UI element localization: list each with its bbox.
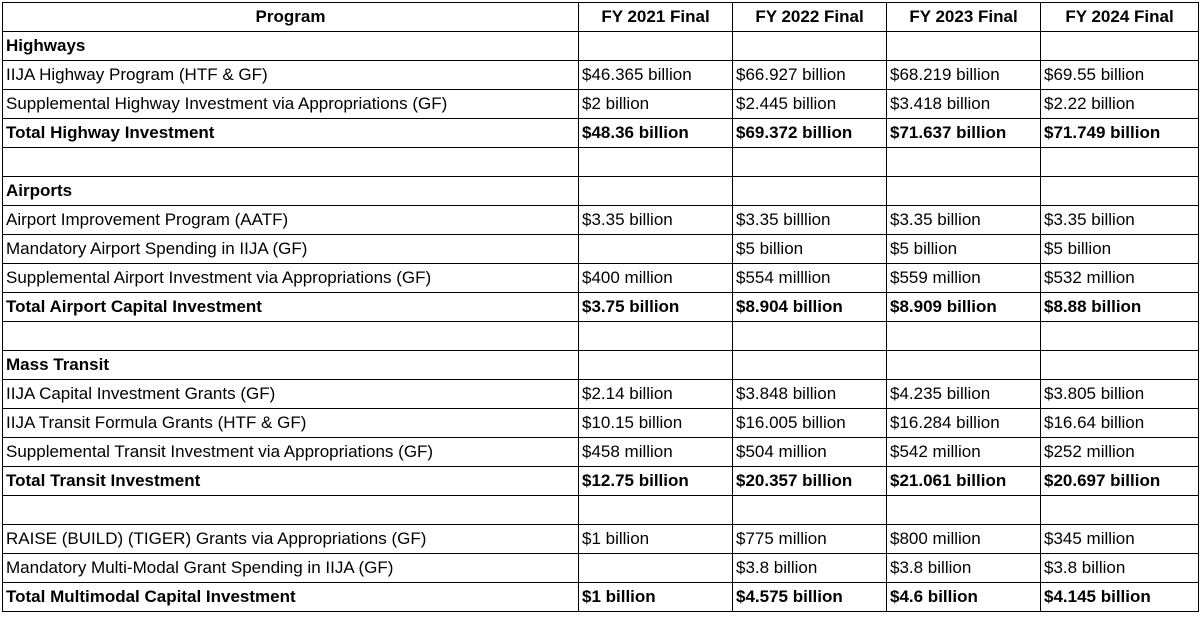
fy2024-cell: $345 million [1041, 525, 1199, 554]
program-cell: Total Highway Investment [3, 119, 579, 148]
fy2022-cell: $66.927 billion [733, 61, 887, 90]
fy2022-cell: $554 milllion [733, 264, 887, 293]
fy2023-cell: $5 billion [887, 235, 1041, 264]
program-cell: Mandatory Multi-Modal Grant Spending in IIJA (GF) [3, 554, 579, 583]
total-row [3, 583, 1199, 612]
table-row [3, 61, 1199, 90]
fy2022-cell [733, 351, 887, 380]
program-cell: Total Transit Investment [3, 467, 579, 496]
fy2022-cell: $4.575 billion [733, 583, 887, 612]
fy2023-cell [887, 496, 1041, 525]
table-row [3, 554, 1199, 583]
fy2021-cell: $3.35 billion [579, 206, 733, 235]
fy2024-cell: $3.8 billion [1041, 554, 1199, 583]
fy2024-cell: $2.22 billion [1041, 90, 1199, 119]
fy2021-cell [579, 554, 733, 583]
fy2024-cell [1041, 32, 1199, 61]
fy2023-cell: $21.061 billion [887, 467, 1041, 496]
fy2022-cell: $3.8 billion [733, 554, 887, 583]
table-row [3, 380, 1199, 409]
fy2024-cell [1041, 351, 1199, 380]
fy2022-cell [733, 322, 887, 351]
program-cell: Mandatory Airport Spending in IIJA (GF) [3, 235, 579, 264]
fy2021-cell [579, 177, 733, 206]
section-header-row [3, 177, 1199, 206]
fy2021-cell: $400 million [579, 264, 733, 293]
fy2023-cell: $4.6 billion [887, 583, 1041, 612]
fy2022-cell: $2.445 billion [733, 90, 887, 119]
fy2022-cell: $3.35 billlion [733, 206, 887, 235]
fy2021-cell [579, 148, 733, 177]
program-cell: Supplemental Airport Investment via Appropriations (GF) [3, 264, 579, 293]
fy2021-cell: $10.15 billion [579, 409, 733, 438]
fy2023-cell: $3.8 billion [887, 554, 1041, 583]
fy2022-cell: $5 billion [733, 235, 887, 264]
table-row [3, 525, 1199, 554]
program-cell [3, 148, 579, 177]
fy2024-cell [1041, 322, 1199, 351]
fy2023-cell: $68.219 billion [887, 61, 1041, 90]
fy2024-cell: $3.805 billion [1041, 380, 1199, 409]
table-row [3, 438, 1199, 467]
fy2021-cell: $3.75 billion [579, 293, 733, 322]
fy2024-cell: $69.55 billion [1041, 61, 1199, 90]
fy2022-cell: $16.005 billion [733, 409, 887, 438]
fy2021-cell [579, 32, 733, 61]
spacer-row [3, 322, 1199, 351]
fy2021-cell: $46.365 billion [579, 61, 733, 90]
total-row [3, 119, 1199, 148]
fy2023-cell: $8.909 billion [887, 293, 1041, 322]
fy2023-cell [887, 148, 1041, 177]
fy2024-cell [1041, 148, 1199, 177]
fy2024-cell: $3.35 billion [1041, 206, 1199, 235]
fy2024-cell: $252 million [1041, 438, 1199, 467]
program-cell: Highways [3, 32, 579, 61]
fy2023-cell [887, 177, 1041, 206]
section-header-row [3, 351, 1199, 380]
fy2023-cell [887, 32, 1041, 61]
fy2024-cell [1041, 177, 1199, 206]
fy2021-cell: $2.14 billion [579, 380, 733, 409]
table-body [3, 32, 1199, 612]
fy2021-cell: $48.36 billion [579, 119, 733, 148]
fy2022-cell [733, 177, 887, 206]
fy2024-cell [1041, 496, 1199, 525]
fy2023-cell: $3.418 billion [887, 90, 1041, 119]
program-cell: Mass Transit [3, 351, 579, 380]
program-cell: Supplemental Transit Investment via Appropriations (GF) [3, 438, 579, 467]
fy2023-cell: $71.637 billion [887, 119, 1041, 148]
table-row [3, 409, 1199, 438]
header-fy2022: FY 2022 Final [733, 3, 887, 32]
fy2024-cell: $5 billion [1041, 235, 1199, 264]
header-program: Program [3, 3, 579, 32]
program-cell: Total Multimodal Capital Investment [3, 583, 579, 612]
fy2024-cell: $16.64 billion [1041, 409, 1199, 438]
program-cell: Total Airport Capital Investment [3, 293, 579, 322]
program-cell: Supplemental Highway Investment via Appropriations (GF) [3, 90, 579, 119]
fy2023-cell: $559 million [887, 264, 1041, 293]
fy2021-cell [579, 235, 733, 264]
program-cell: Airport Improvement Program (AATF) [3, 206, 579, 235]
program-cell: IIJA Capital Investment Grants (GF) [3, 380, 579, 409]
fy2022-cell: $20.357 billion [733, 467, 887, 496]
table-row [3, 264, 1199, 293]
fy2021-cell [579, 496, 733, 525]
funding-table [2, 2, 1199, 612]
fy2023-cell: $16.284 billion [887, 409, 1041, 438]
table-row [3, 90, 1199, 119]
fy2021-cell [579, 351, 733, 380]
fy2022-cell: $775 million [733, 525, 887, 554]
total-row [3, 293, 1199, 322]
program-cell: IIJA Highway Program (HTF & GF) [3, 61, 579, 90]
fy2022-cell: $69.372 billion [733, 119, 887, 148]
fy2021-cell: $1 billion [579, 583, 733, 612]
program-cell: RAISE (BUILD) (TIGER) Grants via Appropriations (GF) [3, 525, 579, 554]
fy2022-cell: $8.904 billion [733, 293, 887, 322]
fy2021-cell: $2 billion [579, 90, 733, 119]
fy2023-cell [887, 322, 1041, 351]
fy2024-cell: $8.88 billion [1041, 293, 1199, 322]
header-fy2021: FY 2021 Final [579, 3, 733, 32]
section-header-row [3, 32, 1199, 61]
fy2024-cell: $20.697 billion [1041, 467, 1199, 496]
table-row [3, 206, 1199, 235]
fy2022-cell [733, 32, 887, 61]
header-fy2023: FY 2023 Final [887, 3, 1041, 32]
fy2021-cell: $12.75 billion [579, 467, 733, 496]
fy2022-cell [733, 496, 887, 525]
fy2022-cell [733, 148, 887, 177]
fy2023-cell: $800 million [887, 525, 1041, 554]
fy2023-cell: $4.235 billion [887, 380, 1041, 409]
fy2024-cell: $71.749 billion [1041, 119, 1199, 148]
fy2022-cell: $504 million [733, 438, 887, 467]
spacer-row [3, 496, 1199, 525]
table-row [3, 235, 1199, 264]
spacer-row [3, 148, 1199, 177]
fy2021-cell: $458 million [579, 438, 733, 467]
fy2022-cell: $3.848 billion [733, 380, 887, 409]
program-cell: IIJA Transit Formula Grants (HTF & GF) [3, 409, 579, 438]
fy2023-cell: $542 million [887, 438, 1041, 467]
program-cell [3, 322, 579, 351]
fy2024-cell: $532 million [1041, 264, 1199, 293]
total-row [3, 467, 1199, 496]
fy2021-cell [579, 322, 733, 351]
fy2024-cell: $4.145 billion [1041, 583, 1199, 612]
fy2021-cell: $1 billion [579, 525, 733, 554]
header-fy2024: FY 2024 Final [1041, 3, 1199, 32]
fy2023-cell: $3.35 billion [887, 206, 1041, 235]
program-cell: Airports [3, 177, 579, 206]
fy2023-cell [887, 351, 1041, 380]
program-cell [3, 496, 579, 525]
header-row [3, 3, 1199, 32]
